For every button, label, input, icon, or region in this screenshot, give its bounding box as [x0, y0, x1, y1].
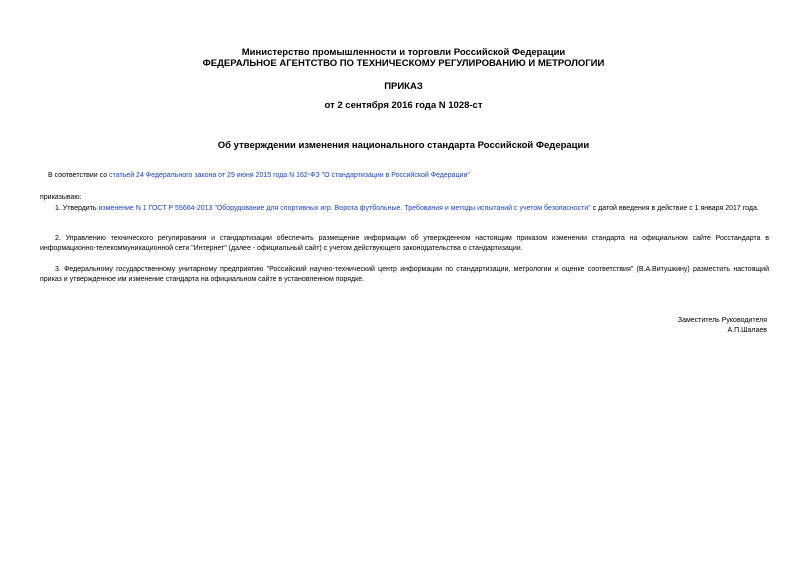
- standard-change-link[interactable]: изменение N 1 ГОСТ Р 55664-2013 "Оборудование для спортивных игр. Ворота футбольные. Требования и методы испытаний с учетом безопасности": [98, 205, 591, 212]
- intro-prefix: В соответствии со: [48, 172, 110, 179]
- agency-heading: ФЕДЕРАЛЬНОЕ АГЕНТСТВО ПО ТЕХНИЧЕСКОМУ РЕГУЛИРОВАНИЮ И МЕТРОЛОГИИ: [202, 58, 605, 69]
- paragraph-1: [40, 204, 769, 214]
- paragraph-1-prefix: 1. Утвердить: [55, 205, 99, 212]
- document-title: Об утверждении изменения национального стандарта Российской Федерации: [217, 140, 590, 151]
- ministry-heading: Министерство промышленности и торговли Российской Федерации: [241, 47, 566, 58]
- paragraph-3: 3. Федеральному государственному унитарному предприятию "Российский научно-технический центр информации по стандартизации, метрологии и оценке соответствия" (В.А.Витушкину) разместить настоящий приказ и утвержденное им изменение стандарта на официальном сайте в установленном порядке.: [40, 266, 769, 283]
- paragraph-2: 2. Управлению технического регулирования и стандартизации обеспечить размещение информации об утвержденном настоящим приказом изменении стандарта на официальном сайте Росстандарта в информационно-телекоммуникационной сети "Интернет" (далее - официальный сайт) с учетом действующего законодательства о стандартизации.: [40, 235, 769, 252]
- orders-word: приказываю:: [40, 194, 82, 201]
- signatory-name: А.П.Шалаев: [727, 327, 767, 334]
- order-date: от 2 сентября 2016 года N 1028-ст: [324, 100, 483, 111]
- order-heading: ПРИКАЗ: [384, 81, 423, 92]
- signatory-role: Заместитель Руководителя: [677, 317, 767, 324]
- law-article-link[interactable]: статьей 24 Федерального закона от 29 июня 2015 года N 162-ФЗ "О стандартизации в Российской Федерации": [109, 172, 470, 179]
- paragraph-1-suffix: с датой введения в действие с 1 января 2017 года.: [590, 205, 759, 212]
- intro-paragraph: [48, 171, 768, 181]
